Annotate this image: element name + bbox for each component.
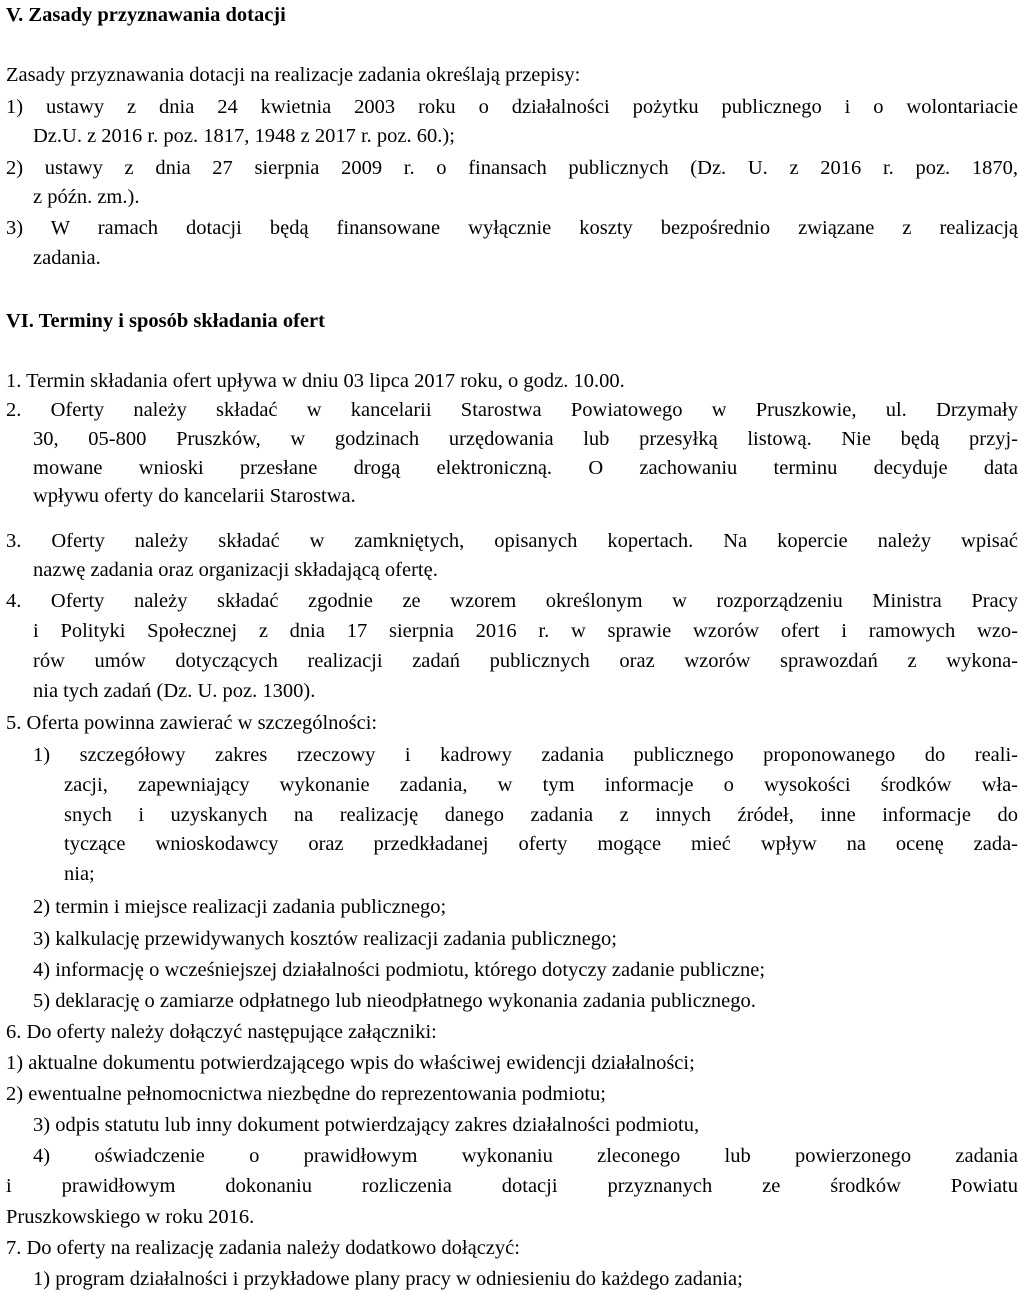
section-6-point-2: 2. Oferty należy składać w kancelarii Starostwa Powiatowego w Pruszkowie, ul. Drzymały <box>6 399 1018 421</box>
section-6-point-4-cont: rów umów dotyczących realizacji zadań publicznych oraz wzorów sprawozdań z wykona- <box>33 650 1018 672</box>
section-6-point-4: 4. Oferty należy składać zgodnie ze wzorem określonym w rozporządzeniu Ministra Pracy <box>6 590 1018 612</box>
section-6-point-5-1-cont: snych i uzyskanych na realizację danego zadania z innych źródeł, inne informacje do <box>64 804 1018 826</box>
section-6-point-2-cont: 30, 05-800 Pruszków, w godzinach urzędowania lub przesyłką listową. Nie będą przyj- <box>33 428 1018 450</box>
section-6-point-5-5: 5) deklarację o zamiarze odpłatnego lub nieodpłatnego wykonania zadania publicznego. <box>33 990 756 1012</box>
section-6-point-2-cont: wpływu oferty do kancelarii Starostwa. <box>33 485 356 507</box>
section-5-item-2-cont: z późn. zm.). <box>33 186 140 208</box>
section-5-intro: Zasady przyznawania dotacji na realizacje zadania określają przepisy: <box>6 64 581 86</box>
section-6-point-7: 7. Do oferty na realizację zadania należy dodatkowo dołączyć: <box>6 1237 520 1259</box>
section-6-point-6-3: 3) odpis statutu lub inny dokument potwierdzający zakres działalności podmiotu, <box>33 1114 700 1136</box>
section-6-point-6-4-cont: i prawidłowym dokonaniu rozliczenia dotacji przyznanych ze środków Powiatu <box>6 1175 1018 1197</box>
section-6-point-5-2: 2) termin i miejsce realizacji zadania publicznego; <box>33 896 447 918</box>
section-6-point-2-cont: mowane wnioski przesłane drogą elektroniczną. O zachowaniu terminu decyduje data <box>33 457 1018 479</box>
section-5-item-1-cont: Dz.U. z 2016 r. poz. 1817, 1948 z 2017 r. poz. 60.); <box>33 125 455 147</box>
section-6-point-4-cont: i Polityki Społecznej z dnia 17 sierpnia 2016 r. w sprawie wzorów ofert i ramowych wzo- <box>33 620 1018 642</box>
section-6-point-5: 5. Oferta powinna zawierać w szczególności: <box>6 712 378 734</box>
section-6-point-5-1: 1) szczegółowy zakres rzeczowy i kadrowy zadania publicznego proponowanego do reali- <box>33 744 1018 766</box>
section-5-item-3: 3) W ramach dotacji będą finansowane wyłącznie koszty bezpośrednio związane z realizacją <box>6 217 1018 239</box>
section-6-point-5-1-cont: tyczące wnioskodawcy oraz przedkładanej oferty mogące mieć wpływ na ocenę zada- <box>64 833 1018 855</box>
section-6-point-6-1: 1) aktualne dokumentu potwierdzającego wpis do właściwej ewidencji działalności; <box>6 1052 695 1074</box>
section-6-point-5-1-cont: nia; <box>64 863 95 885</box>
section-6-point-5-1-cont: zacji, zapewniający wykonanie zadania, w tym informacje o wysokości środków wła- <box>64 774 1018 796</box>
section-6-point-3: 3. Oferty należy składać w zamkniętych, opisanych kopertach. Na kopercie należy wpisać <box>6 530 1018 552</box>
section-6-point-7-1: 1) program działalności i przykładowe plany pracy w odniesieniu do każdego zadania; <box>33 1268 743 1290</box>
section-6-point-6-4: 4) oświadczenie o prawidłowym wykonaniu zleconego lub powierzonego zadania <box>33 1145 1018 1167</box>
section-6-point-6-2: 2) ewentualne pełnomocnictwa niezbędne do reprezentowania podmiotu; <box>6 1083 606 1105</box>
section-6-point-5-3: 3) kalkulację przewidywanych kosztów realizacji zadania publicznego; <box>33 928 617 950</box>
section-6-point-6-4-cont: Pruszkowskiego w roku 2016. <box>6 1206 255 1228</box>
section-5-item-1: 1) ustawy z dnia 24 kwietnia 2003 roku o działalności pożytku publicznego i o wolontariacie <box>6 96 1018 118</box>
section-5-item-3-cont: zadania. <box>33 247 101 269</box>
section-6-point-5-4: 4) informację o wcześniejszej działalności podmiotu, którego dotyczy zadanie publiczne; <box>33 959 766 981</box>
section-6-point-3-cont: nazwę zadania oraz organizacji składającą ofertę. <box>33 559 438 581</box>
section-6-point-1: 1. Termin składania ofert upływa w dniu 03 lipca 2017 roku, o godz. 10.00. <box>6 370 625 392</box>
section-5-item-2: 2) ustawy z dnia 27 sierpnia 2009 r. o finansach publicznych (Dz. U. z 2016 r. poz. 1870, <box>6 157 1018 179</box>
section-6-point-4-cont: nia tych zadań (Dz. U. poz. 1300). <box>33 680 316 702</box>
section-6-point-6: 6. Do oferty należy dołączyć następujące załączniki: <box>6 1021 437 1043</box>
section-6-heading: VI. Terminy i sposób składania ofert <box>6 310 325 332</box>
section-5-heading: V. Zasady przyznawania dotacji <box>6 4 286 26</box>
